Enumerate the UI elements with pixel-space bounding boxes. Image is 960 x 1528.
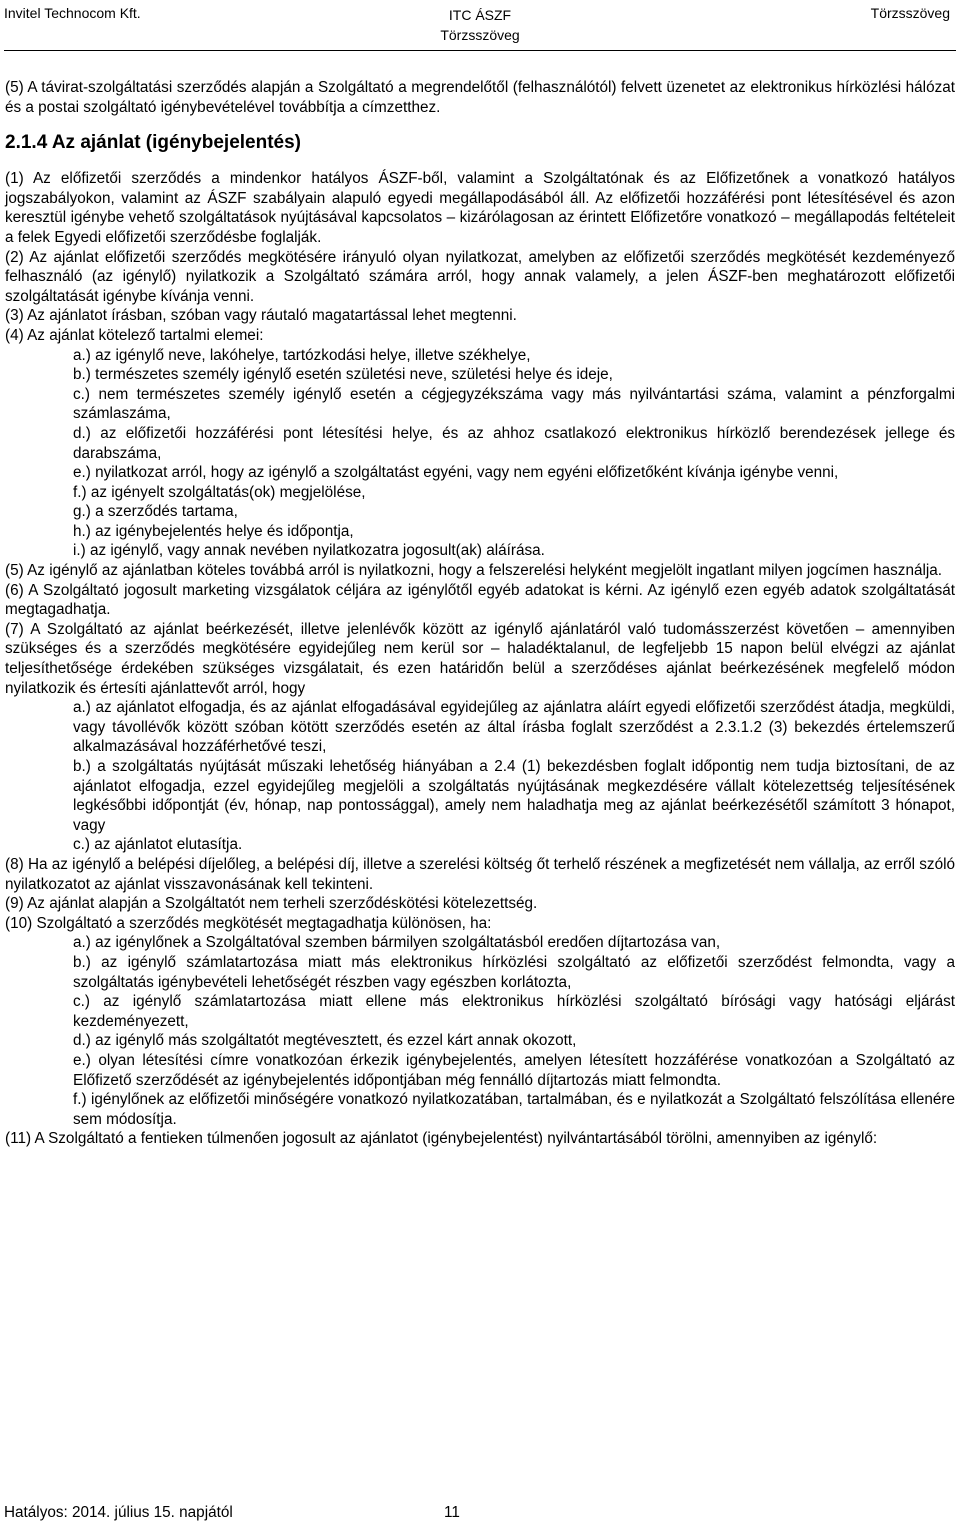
paragraph-4: (4) Az ajánlat kötelező tartalmi elemei: [5,326,264,344]
page-number: 11 [444,1504,460,1521]
paragraph-10: (10) Szolgáltató a szerződés megkötését megtagadhatja különösen, ha: [5,914,492,932]
list-item: a.) az igénylőnek a Szolgáltatóval szemben bármilyen szolgáltatásból eredően díjtartozása van, [73,934,721,952]
paragraph-10-list [5,933,955,1129]
page-header [0,0,960,48]
list-item: e.) nyilatkozat arról, hogy az igénylő a szolgáltatást egyéni, vagy nem egyéni előfizetőként kívánja igénybe venni, [73,464,839,482]
paragraph-6: (6) A Szolgáltató jogosult marketing vizsgálatok céljára az igénylőtől egyéb adatokat is kérni. Az igénylő ezen egyéb adatok szolgáltatását megtagadhatja. [5,581,955,619]
list-item: d.) az előfizetői hozzáférési pont létesítési helye, és az ahhoz csatlakozó elektronikus hírközlő berendezések jellege és darabszáma, [73,424,955,462]
list-item: g.) a szerződés tartama, [73,503,238,521]
list-item: b.) természetes személy igénylő esetén születési neve, születési helye és ideje, [73,366,613,384]
document-title [0,5,960,45]
list-item: c.) nem természetes személy igénylő esetén a cégjegyzékszáma vagy más nyilvántartási száma, valamint a pénzforgalmi számlaszáma, [73,385,955,423]
paragraph-7: (7) A Szolgáltató az ajánlat beérkezését, illetve jelenlévők között az igénylő ajánlatáról való tudomásszerzést követően – amennyiben szükséges és a szerződés megkötésére egyidejűleg nem kerül sor – haladéktalanul, de legfeljebb 15 napon belül elvégzi az ajánlat teljesíthetősége érdekében szükséges vizsgálatait, és ezen határidőn belül a szerződéses ajánlat beérkezésének megfelelő módon nyilatkozik és értesíti ajánlattevőt arról, hogy [5,620,955,697]
paragraph-3: (3) Az ajánlatot írásban, szóban vagy ráutaló magatartással lehet megtenni. [5,307,517,325]
list-item: f.) az igényelt szolgáltatás(ok) megjelölése, [73,483,366,501]
list-item: b.) az igénylő számlatartozása miatt más elektronikus hírközlési szolgáltató az előfizetői szerződést felmondta, vagy a szolgáltatás igénybevételi lehetőségét részben vagy egészben korlátozta, [73,953,955,991]
list-item: a.) az igénylő neve, lakóhelye, tartózkodási helye, illetve székhelye, [73,346,531,364]
effective-date: Hatályos: 2014. július 15. napjától [4,1504,233,1521]
company-name: Invitel Technocom Kft. [4,5,141,21]
list-item: i.) az igénylő, vagy annak nevében nyilatkozatra jogosult(ak) aláírása. [73,542,545,560]
list-item: f.) igénylőnek az előfizetői minőségére vonatkozó nyilatkozatában, tartalmában, és e nyilatkozát a Szolgáltató felszólítása ellenére sem módosítja. [73,1091,955,1128]
list-item: e.) olyan létesítési címre vonatkozóan érkezik igénybejelentés, amelyen létesített hozzáférése vonatkozóan a Szolgáltató az Előfizető szerződését az igénybejelentés időpontjában még fennálló díjtartozás miatt felmondta. [73,1051,955,1089]
document-body [5,78,955,1149]
paragraph-4-list [5,346,955,562]
list-item: d.) az igénylő más szolgáltatót megtévesztett, és ezzel kárt annak okozott, [73,1032,577,1050]
document-title-line1: ITC ÁSZF [448,7,512,23]
list-item: b.) a szolgáltatás nyújtását műszaki lehetőség hiányában a 2.4 (1) bekezdésben foglalt időpontig nem tudja biztosítani, de az ajánlatot elfogadja, ezzel egyidejűleg megjelöli a szolgáltatás nyújtásának megkezdésére vállalt kötelezettség teljesítésének legkésőbbi időpontját (év, hónap, nap pontossággal), amely nem haladhatja meg az ajánlat beérkezésétől számított 3 hónapot, vagy [73,758,955,834]
paragraph-5: (5) Az igénylő az ajánlatban köteles továbbá arról is nyilatkozni, hogy a felszerelési helyként megjelölt ingatlant milyen jogcímen használja. [5,562,943,580]
paragraph-2: (2) Az ajánlat előfizetői szerződés megkötésére irányuló olyan nyilatkozat, amelyben az előfizetői szerződés megkötését kezdeményező felhasználó (az igénylő) nyilatkozik a Szolgáltató számára arról, hogy annak valamely, a jelen ÁSZF-ben meghatározott előfizetői szolgáltatását igénybe kívánja venni. [5,248,955,305]
paragraph-7-list [5,698,955,855]
paragraph-11: (11) A Szolgáltató a fentieken túlmenően jogosult az ajánlatot (igénybejelentést) nyilvántartásából törölni, amennyiben az igénylő: [5,1130,878,1148]
document-type: Törzsszöveg [870,5,950,21]
header-divider [4,50,956,51]
list-item: a.) az ajánlatot elfogadja, és az ajánlat elfogadásával egyidejűleg az ajánlatra aláírt egyedi előfizetői szerződést átadja, megküldi, vagy távollévők között szóban kötött szerződés esetén az által írásba foglalt szerződést a 2.3.1.2 (3) bekezdés értelemszerű alkalmazásával hozzáférhetővé teszi, [73,699,955,756]
list-item: c.) az igénylő számlatartozása miatt ellene más elektronikus hírközlési szolgáltató bírósági vagy hatósági eljárást kezdeményezett, [73,993,955,1030]
paragraph-1: (1) Az előfizetői szerződés a mindenkor hatályos ÁSZF-ből, valamint a Szolgáltatónak és az Előfizetőnek a vonatkozó hatályos jogszabályokon, valamint az ÁSZF szabályain alapuló egyedi megállapodásából áll. Az előfizetői hozzáférési pont létesítésével és azon keresztül igénybe vehető szolgáltatások nyújtásával kapcsolatos – kizárólagosan az érintett Előfizetőre vonatkozó – megállapodás feltételeit a felek Egyedi előfizetői szerződésbe foglalják. [5,170,955,246]
paragraph-9: (9) Az ajánlat alapján a Szolgáltatót nem terheli szerződéskötési kötelezettség. [5,895,538,913]
document-title-line2: Törzsszöveg [440,27,520,43]
list-item: c.) az ajánlatot elutasítja. [73,836,243,854]
section-title: 2.1.4 Az ajánlat (igénybejelentés) [5,132,302,154]
paragraph-8: (8) Ha az igénylő a belépési díjelőleg, a belépési díj, illetve a szerelési költség őt terhelő részének a megfizetését nem vállalja, az erről szóló nyilatkozatot az ajánlat visszavonásának kell tekinteni. [5,855,955,893]
list-item: h.) az igénybejelentés helye és időpontja, [73,522,354,540]
page-footer [4,1504,960,1522]
paragraph-intro-5: (5) A távirat-szolgáltatási szerződés alapján a Szolgáltató a megrendelőtől (felhasználótól) felvett üzenetet az elektronikus hírközlési hálózat és a postai szolgáltató igénybevételével továbbítja a címzetthez. [5,79,955,116]
